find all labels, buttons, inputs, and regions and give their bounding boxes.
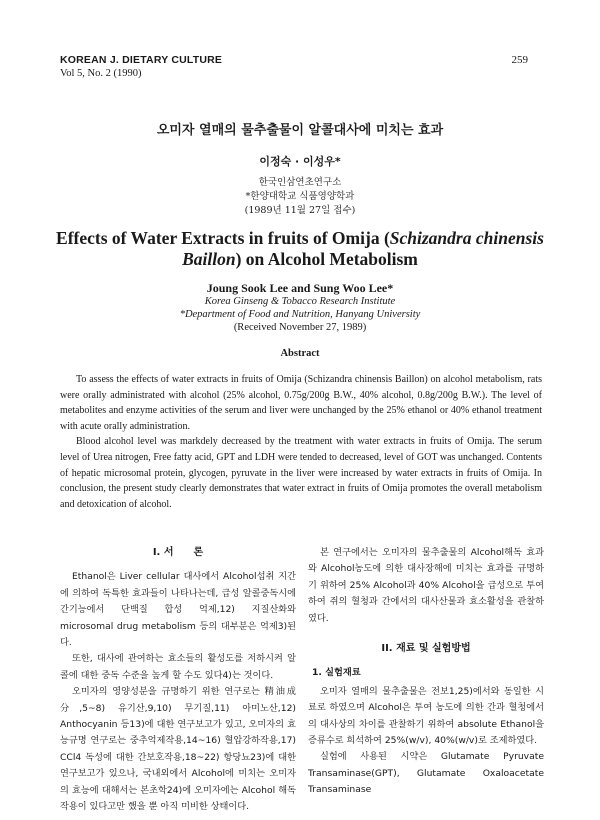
journal-volume: Vol 5, No. 2 (1990) xyxy=(60,68,142,79)
english-title-part-1: Effects of Water Extracts in fruits of Omija ( xyxy=(56,228,390,248)
introduction-paragraph-2: 또한, 대사에 관여하는 효소들의 활성도를 저하시켜 알콜에 대한 중독 수준을 높게 할 수도 있다4)는 것이다. xyxy=(60,653,296,681)
materials-subheading: 1. 실험재료 xyxy=(312,667,361,679)
korean-affiliation-2: *한양대학교 식품영양학과 xyxy=(245,191,355,202)
journal-name: KOREAN J. DIETARY CULTURE xyxy=(60,54,223,66)
left-column xyxy=(60,545,296,816)
page-number: 259 xyxy=(511,54,528,66)
journal-header xyxy=(60,54,222,80)
introduction-paragraph-3: 오미자의 영양성분을 규명하기 위한 연구로는 精油成分,5~8) 유기산,9,10) 무기질,11) 아미노산,12) Anthocyanin 등13)에 대한 연구보고가 있고, 오미자의 효능규명 연구로는 중추억제작용,14~16) 혈압강하작용,17) CCl4 독성에 대한 간보호작용,18~22) 항당뇨23)에 대한 연구보고가 있으나, 국내외에서 Alcohol에 미치는 오미자의 효능에 대해서는 본초학24)에 오미자에는 Alcohol 해독작용이 있다고만 했을 뿐 아직 미비한 상태이다. xyxy=(60,686,296,813)
abstract-paragraph-1: To assess the effects of water extracts in fruits of Omija (Schizandra chinensis Baillon) on alcohol metabolism, rats were orally administrated with alcohol (25% alcohol, 0.75g/200g B.W., 40% alcohol, 0.8g/200g B.W.). The level of metabolites and enzyme activities of the serum and liver were unchanged by the 25% ethanol or 40% ethanol treatment with acute orally administration. xyxy=(60,374,542,432)
english-received-date: (Received November 27, 1989) xyxy=(233,322,367,333)
materials-paragraph-2: 실험에 사용된 시약은 Glutamate Pyruvate Transaminase(GPT), Glutamate Oxaloacetate Transaminase xyxy=(308,751,544,796)
materials-paragraph-1: 오미자 열매의 물추출물은 전보1,25)에서와 동일한 시료로 하였으며 Alcohol은 투여 농도에 의한 간과 혈청에서의 대사상의 차이를 관찰하기 위하여 absolute Ethanol을 증류수로 희석하여 25%(w/v), 40%(w/v)로 조제하였다. xyxy=(308,685,544,747)
english-affiliation-2: *Department of Food and Nutrition, Hanyang University xyxy=(179,309,421,320)
english-title-scientific-name: Schizandra chinensis Baillon xyxy=(182,228,544,269)
english-authors: Joung Sook Lee and Sung Woo Lee* xyxy=(206,281,394,295)
introduction-paragraph-4: 본 연구에서는 오미자의 물추출물의 Alcohol해독 효과와 Alcohol농도에 의한 대사장해에 미치는 효과를 규명하기 위하여 25% Alcohol과 40% Alcohol을 급성으로 투여하여 쥐의 혈청과 간에서의 대사산물과 효소활성을 관찰하였다. xyxy=(308,547,544,624)
abstract-heading: Abstract xyxy=(280,348,320,359)
introduction-heading: I. 서 론 xyxy=(152,547,204,558)
introduction-paragraph-1: Ethanol은 Liver cellular 대사에서 Alcohol섭취 지간에 의하여 독특한 효과들이 나타나는데, 급성 알콜중독시에 간기능에서 단백질 합성 억제,12) 지질산화와 microsomal drug metabolism 등의 대부분은 억제3)된다. xyxy=(60,571,296,649)
right-column xyxy=(308,545,544,799)
korean-title: 오미자 열매의 물추출물이 알콜대사에 미치는 효과 xyxy=(156,123,444,138)
methods-heading: II. 재료 및 실험방법 xyxy=(381,643,471,655)
korean-received-date: (1989년 11월 27일 접수) xyxy=(244,205,356,216)
korean-authors: 이정숙 · 이성우* xyxy=(259,155,341,168)
english-title xyxy=(40,228,560,270)
abstract-paragraph-2: Blood alcohol level was markdely decreased by the treatment with water extracts in fruits of Omija. The serum level of Urea nitrogen, Free fatty acid, GPT and LDH were tended to decreased, level of GOT was unchanged. Contents of hepatic microsomal protein, glycogen, pyruvate in the liver were increased by water extracts in fruits of Omija. In conclusion, the present study clearly demonstrates that water extract in fruits of Omija promotes the overall metabolism and detoxication of alcohol. xyxy=(60,436,542,510)
abstract-body xyxy=(60,372,542,512)
english-affiliation-1: Korea Ginseng & Tobacco Research Institute xyxy=(204,296,396,307)
english-title-part-2: ) on Alcohol Metabolism xyxy=(235,249,418,269)
korean-affiliation-1: 한국인삼연초연구소 xyxy=(258,177,342,188)
